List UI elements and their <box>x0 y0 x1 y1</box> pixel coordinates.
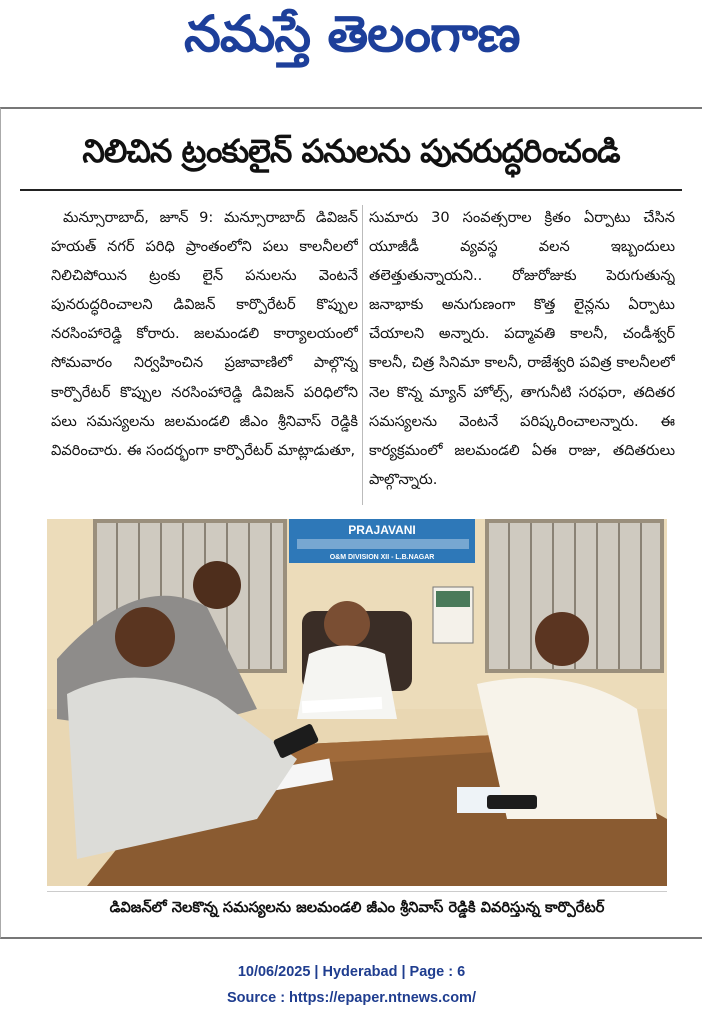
column-left-text: మన్సూరాబాద్, జూన్ 9: మన్సూరాబాద్ డివిజన్ హయత్ నగర్ పరిధి ప్రాంతంలోని పలు కాలనీలలో నిలిచిపోయిన ట్రంకు లైన్ పనులను వెంటనే పునరుద్ధరించాలని డివిజన్ కార్పొరేటర్ కొప్పుల నరసింహారెడ్డి కోరారు. జలమండలి కార్యాలయంలో సోమవారం నిర్వహించిన ప్రజావాణిలో పాల్గొన్న కార్పొరేటర్ కొప్పుల నరసింహారెడ్డి డివిజన్ పరిధిలోని పలు సమస్యలను జలమండలి జీఎం శ్రీనివాస్ రెడ్డికి వివరించారు. ఈ సందర్భంగా కార్పొరేటర్ మాట్లాడుతూ, <box>51 209 358 459</box>
sign-subtitle: O&M DIVISION XII - L.B.NAGAR <box>329 554 435 561</box>
article-column-left <box>51 203 358 513</box>
article-column-right <box>369 203 675 513</box>
masthead <box>0 0 703 80</box>
article-headline: నిలిచిన ట్రంకులైన్ పనులను పునరుద్ధరించండి <box>82 132 620 170</box>
masthead-logo-text: నమస్తే తెలంగాణ <box>183 4 520 63</box>
meeting-photo-illustration <box>47 519 667 886</box>
article-photo <box>47 519 667 886</box>
column-divider <box>362 205 363 505</box>
footer-dateline: 10/06/2025 | Hyderabad | Page : 6 <box>237 964 466 980</box>
column-right-text: సుమారు 30 సంవత్సరాల క్రితం ఏర్పాటు చేసిన యూజీడీ వ్యవస్థ వలన ఇబ్బందులు తలెత్తుతున్నాయని.. రోజురోజుకు పెరుగుతున్న జనాభాకు అనుగుణంగా కొత్త లైన్లను ఏర్పాటు చేయాలని అన్నారు. పద్మావతి కాలనీ, చండీశ్వర్ కాలనీ, చిత్ర సినిమా కాలనీ, రాజేశ్వరి పవిత్ర కాలనీలలో నెల కొన్న మ్యాన్ హోల్స్, తాగునీటి సరఫరా, తదితర సమస్యలను వెంటనే పరిష్కరించాలన్నారు. ఈ కార్యక్రమంలో జలమండలి ఏఈ రాజు, తదితరులు పాల్గొన్నారు. <box>369 209 675 488</box>
footer-source-link[interactable]: Source : https://epaper.ntnews.com/ <box>227 990 476 1006</box>
headline-rule <box>20 189 682 191</box>
photo-caption: డివిజన్‌లో నెలకొన్న సమస్యలను జలమండలి జీఎం శ్రీనివాస్ రెడ్డికి వివరిస్తున్న కార్పొరేటర్ <box>47 891 667 926</box>
sign-title: PRAJAVANI <box>348 523 416 537</box>
